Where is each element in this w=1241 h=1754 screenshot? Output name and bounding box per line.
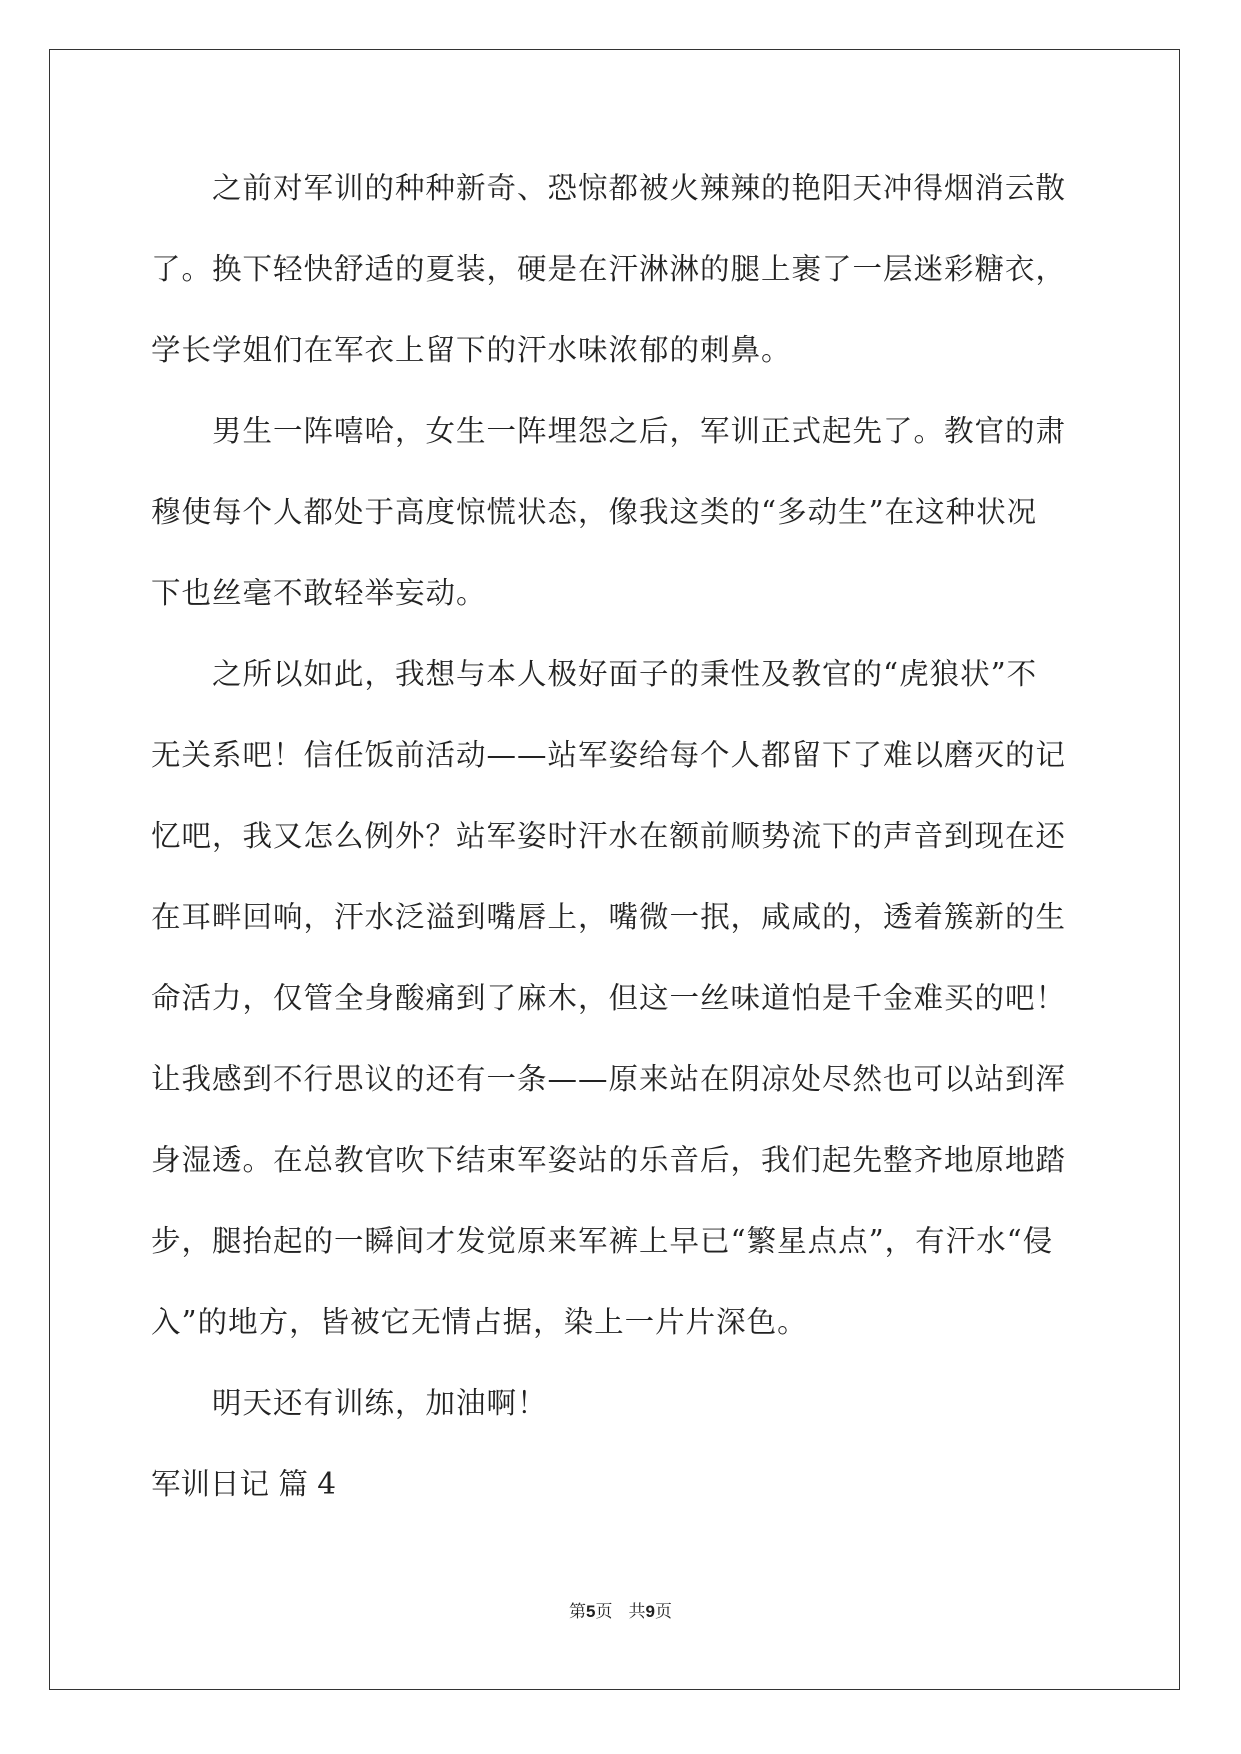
paragraph-2-line-2: 穆使每个人都处于高度惊慌状态，像我这类的“多动生”在这种状况 — [151, 495, 1038, 529]
paragraph-3-line-7: 身湿透。在总教官吹下结束军姿站的乐音后，我们起先整齐地原地踏 — [151, 1143, 1067, 1177]
paragraph-3-line-8: 步，腿抬起的一瞬间才发觉原来军裤上早已“繁星点点”，有汗水“侵 — [151, 1224, 1054, 1258]
paragraph-4-line-1: 明天还有训练，加油啊！ — [212, 1386, 548, 1420]
paragraph-1-line-3: 学长学姐们在军衣上留下的汗水味浓郁的刺鼻。 — [151, 333, 792, 367]
section-heading: 军训日记 篇 4 — [151, 1467, 337, 1501]
paragraph-2-line-1: 男生一阵嘻哈，女生一阵埋怨之后，军训正式起先了。教官的肃 — [212, 414, 1067, 448]
page-footer — [0, 1597, 1241, 1622]
footer-total-pages: 9 — [645, 1602, 655, 1621]
paragraph-2-line-3: 下也丝毫不敢轻举妄动。 — [151, 576, 487, 610]
footer-total-prefix: 共 — [628, 1602, 646, 1622]
paragraph-1-line-2: 了。换下轻快舒适的夏装，硬是在汗淋淋的腿上裹了一层迷彩糖衣， — [151, 252, 1067, 286]
paragraph-3-line-6: 让我感到不行思议的还有一条——原来站在阴凉处尽然也可以站到浑 — [151, 1062, 1067, 1096]
paragraph-3-line-3: 忆吧，我又怎么例外？站军姿时汗水在额前顺势流下的声音到现在还 — [151, 819, 1067, 853]
paragraph-1-line-1: 之前对军训的种种新奇、恐惊都被火辣辣的艳阳天冲得烟消云散 — [212, 171, 1067, 205]
footer-prefix: 第 — [569, 1602, 587, 1622]
paragraph-3-line-9: 入”的地方，皆被它无情占据，染上一片片深色。 — [151, 1305, 808, 1339]
paragraph-3-line-2: 无关系吧！信任饭前活动——站军姿给每个人都留下了难以磨灭的记 — [151, 738, 1067, 772]
footer-total-suffix: 页 — [654, 1602, 672, 1622]
paragraph-3-line-4: 在耳畔回响，汗水泛溢到嘴唇上，嘴微一抿，咸咸的，透着簇新的生 — [151, 900, 1067, 934]
paragraph-3-line-5: 命活力，仅管全身酸痛到了麻木，但这一丝味道怕是千金难买的吧！ — [151, 981, 1067, 1015]
document-body — [151, 160, 1091, 1537]
footer-page-suffix: 页 — [595, 1602, 613, 1622]
paragraph-3-line-1: 之所以如此，我想与本人极好面子的秉性及教官的“虎狼状”不 — [212, 657, 1038, 691]
footer-page-number: 5 — [586, 1602, 596, 1621]
